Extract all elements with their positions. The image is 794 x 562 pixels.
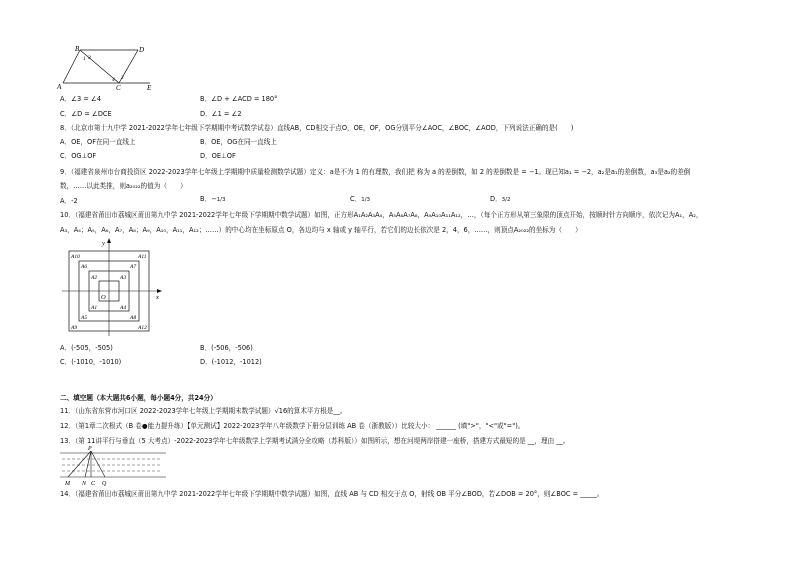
vertex-label: A2 [91,275,98,281]
vertex-label: A4 [120,305,127,311]
q9-option-d-label: D． [490,195,502,203]
vertex-label: A8 [130,315,137,321]
q9-option-d-fraction: 3/2 [501,197,511,203]
q9-stem: 9．（福建省泉州市台商投资区 2022-2023学年七年级上学期期中质量检测数学试题）定义：a是不为 1 的有理数，我们把 称为 a 的差倒数，如 2 的差倒数是 = −1。现已知a₁ = −2，a₂是a₁的差倒数，a₃是a₂的差倒 [60,168,691,176]
origin-label: O [101,294,106,301]
figure-label: 3 [88,55,91,61]
q9-option-d [490,195,511,204]
point-label-c: C [91,481,96,487]
bridge-line [85,451,91,477]
figure-label: 2 [121,75,124,81]
axis-label-y: y [102,240,105,247]
q8-option-c: C．OG⊥OF [60,152,97,160]
figure-label: A [57,83,62,90]
axis-label-x: x [156,294,159,301]
q8-option-d: D．OE⊥OF [200,152,236,160]
figure-label: E [147,84,152,90]
q9-option-b-label: B．− [200,195,217,203]
q8-option-a: A．OE，OF在同一直线上 [60,138,136,146]
figure-label: 1 [83,56,86,62]
point-label-n: N [82,481,87,487]
q7-option-d: D．∠1 = ∠2 [200,110,242,118]
q9-option-a: A．-2 [60,197,78,205]
q10-option-b: B．(-506，-506) [200,344,253,352]
q9-option-c-label: C． [350,195,362,203]
figure-line [63,50,80,83]
figure-parallelogram [55,45,165,90]
q10-option-a: A．(-505，-505) [60,344,113,352]
q8-stem: 8．（北京市第十九中学 2021-2022学年七年级下学期期中考试数学试卷）直线AB，CD相交于点O，OE，OF，OG分别平分∠AOC，∠BOC，∠AOD，下列说法正确的是( ) [60,124,574,132]
figure-label: C [116,84,121,90]
q12-stem: 12．（第1章二次根式（B 卷●能力提升练）【单元测试】2022-2023学年八年级数学下册分层训练 AB 卷（浙教版））比较大小： ______ (填">"，"<"或"=")。 [60,422,525,430]
vertex-label: A3 [120,275,127,281]
figure-label: 4 [112,77,115,83]
vertex-label: A12 [138,325,147,331]
q10-stem-line2: A₃，A₄；A₅，A₆，A₇，A₈；A₉，A₁₀，A₁₁，A₁₂；……）的中心均在坐标原点 O，各边均与 x 轴或 y 轴平行，若它们的边长依次是 2，4，6，……，则顶点A₂₀₂₂的坐标为（ ） [60,226,582,234]
point-label-m: M [65,481,70,487]
q9-option-c [350,195,370,204]
vertex-label: A9 [71,325,78,331]
bridge-line [68,451,91,477]
vertex-label: A5 [81,315,88,321]
figure-river-bridge [58,445,168,487]
vertex-label: A10 [71,254,80,260]
bridge-line [91,451,105,477]
figure-label: B [75,45,80,53]
q9-option-b-fraction: 1/3 [216,197,226,203]
figure-nested-squares [58,236,168,340]
y-axis-arrow [107,238,111,243]
q13-stem: 13．（第 11讲平行与垂直（5 大考点）-2022-2023学年七年级数学上学期考试满分全攻略（苏科版））如图所示，想在河堤两岸搭建一座桥，搭建方式最短的是 __，理由 __。 [60,437,570,445]
q7-option-b: B．∠D + ∠ACD = 180° [200,95,278,103]
figure-label: D [139,46,145,54]
point-label-p: P [88,446,92,452]
q7-option-c: C．∠D = ∠DCE [60,110,112,118]
vertex-label: A11 [138,254,147,260]
q11-stem: 11．（山东省东营市河口区 2022-2023学年七年级上学期期末数学试题）√16的算术平方根是__。 [60,407,347,415]
vertex-label: A1 [91,305,98,311]
q9-stem-line2: 数，……以此类推，则a₂₀₂₂的值为（ ） [60,182,187,190]
q10-option-c: C．(-1010，-1010) [60,358,122,366]
x-axis-arrow [157,289,162,293]
q9-option-b [200,195,226,204]
q14-stem: 14．（福建省莆田市荔城区莆田第九中学 2021-2022学年七年级下学期期中数学试题）如图，直线 AB 与 CD 相交于点 O，射线 OB 平分∠BOD，若∠DOB = 20°，则∠BOC = _____。 [60,490,604,498]
q8-option-b: B．OE，OG在同一直线上 [200,138,277,146]
vertex-label: A7 [130,264,137,270]
q7-option-a: A．∠3 = ∠4 [60,95,102,103]
point-label-q: Q [102,481,107,487]
vertex-label: A6 [81,264,88,270]
q9-option-c-fraction: 1/3 [361,197,371,203]
section-heading-fill-in: 二、填空题（本大题共6小题，每小题4分，共24分） [60,394,217,402]
q10-stem: 10．（福建省莆田市荔城区莆田第九中学 2021-2022学年七年级下学期期中数学试题）如图，正方形A₁A₂A₃A₄，A₅A₆A₇A₈，A₉A₁₀A₁₁A₁₂，…，（每个正方形从第三象限的顶点开始，按顺时针方向顺序，依次记为A₁，A₂， [60,211,703,219]
q10-option-d: D．(-1012，-1012) [200,358,262,366]
